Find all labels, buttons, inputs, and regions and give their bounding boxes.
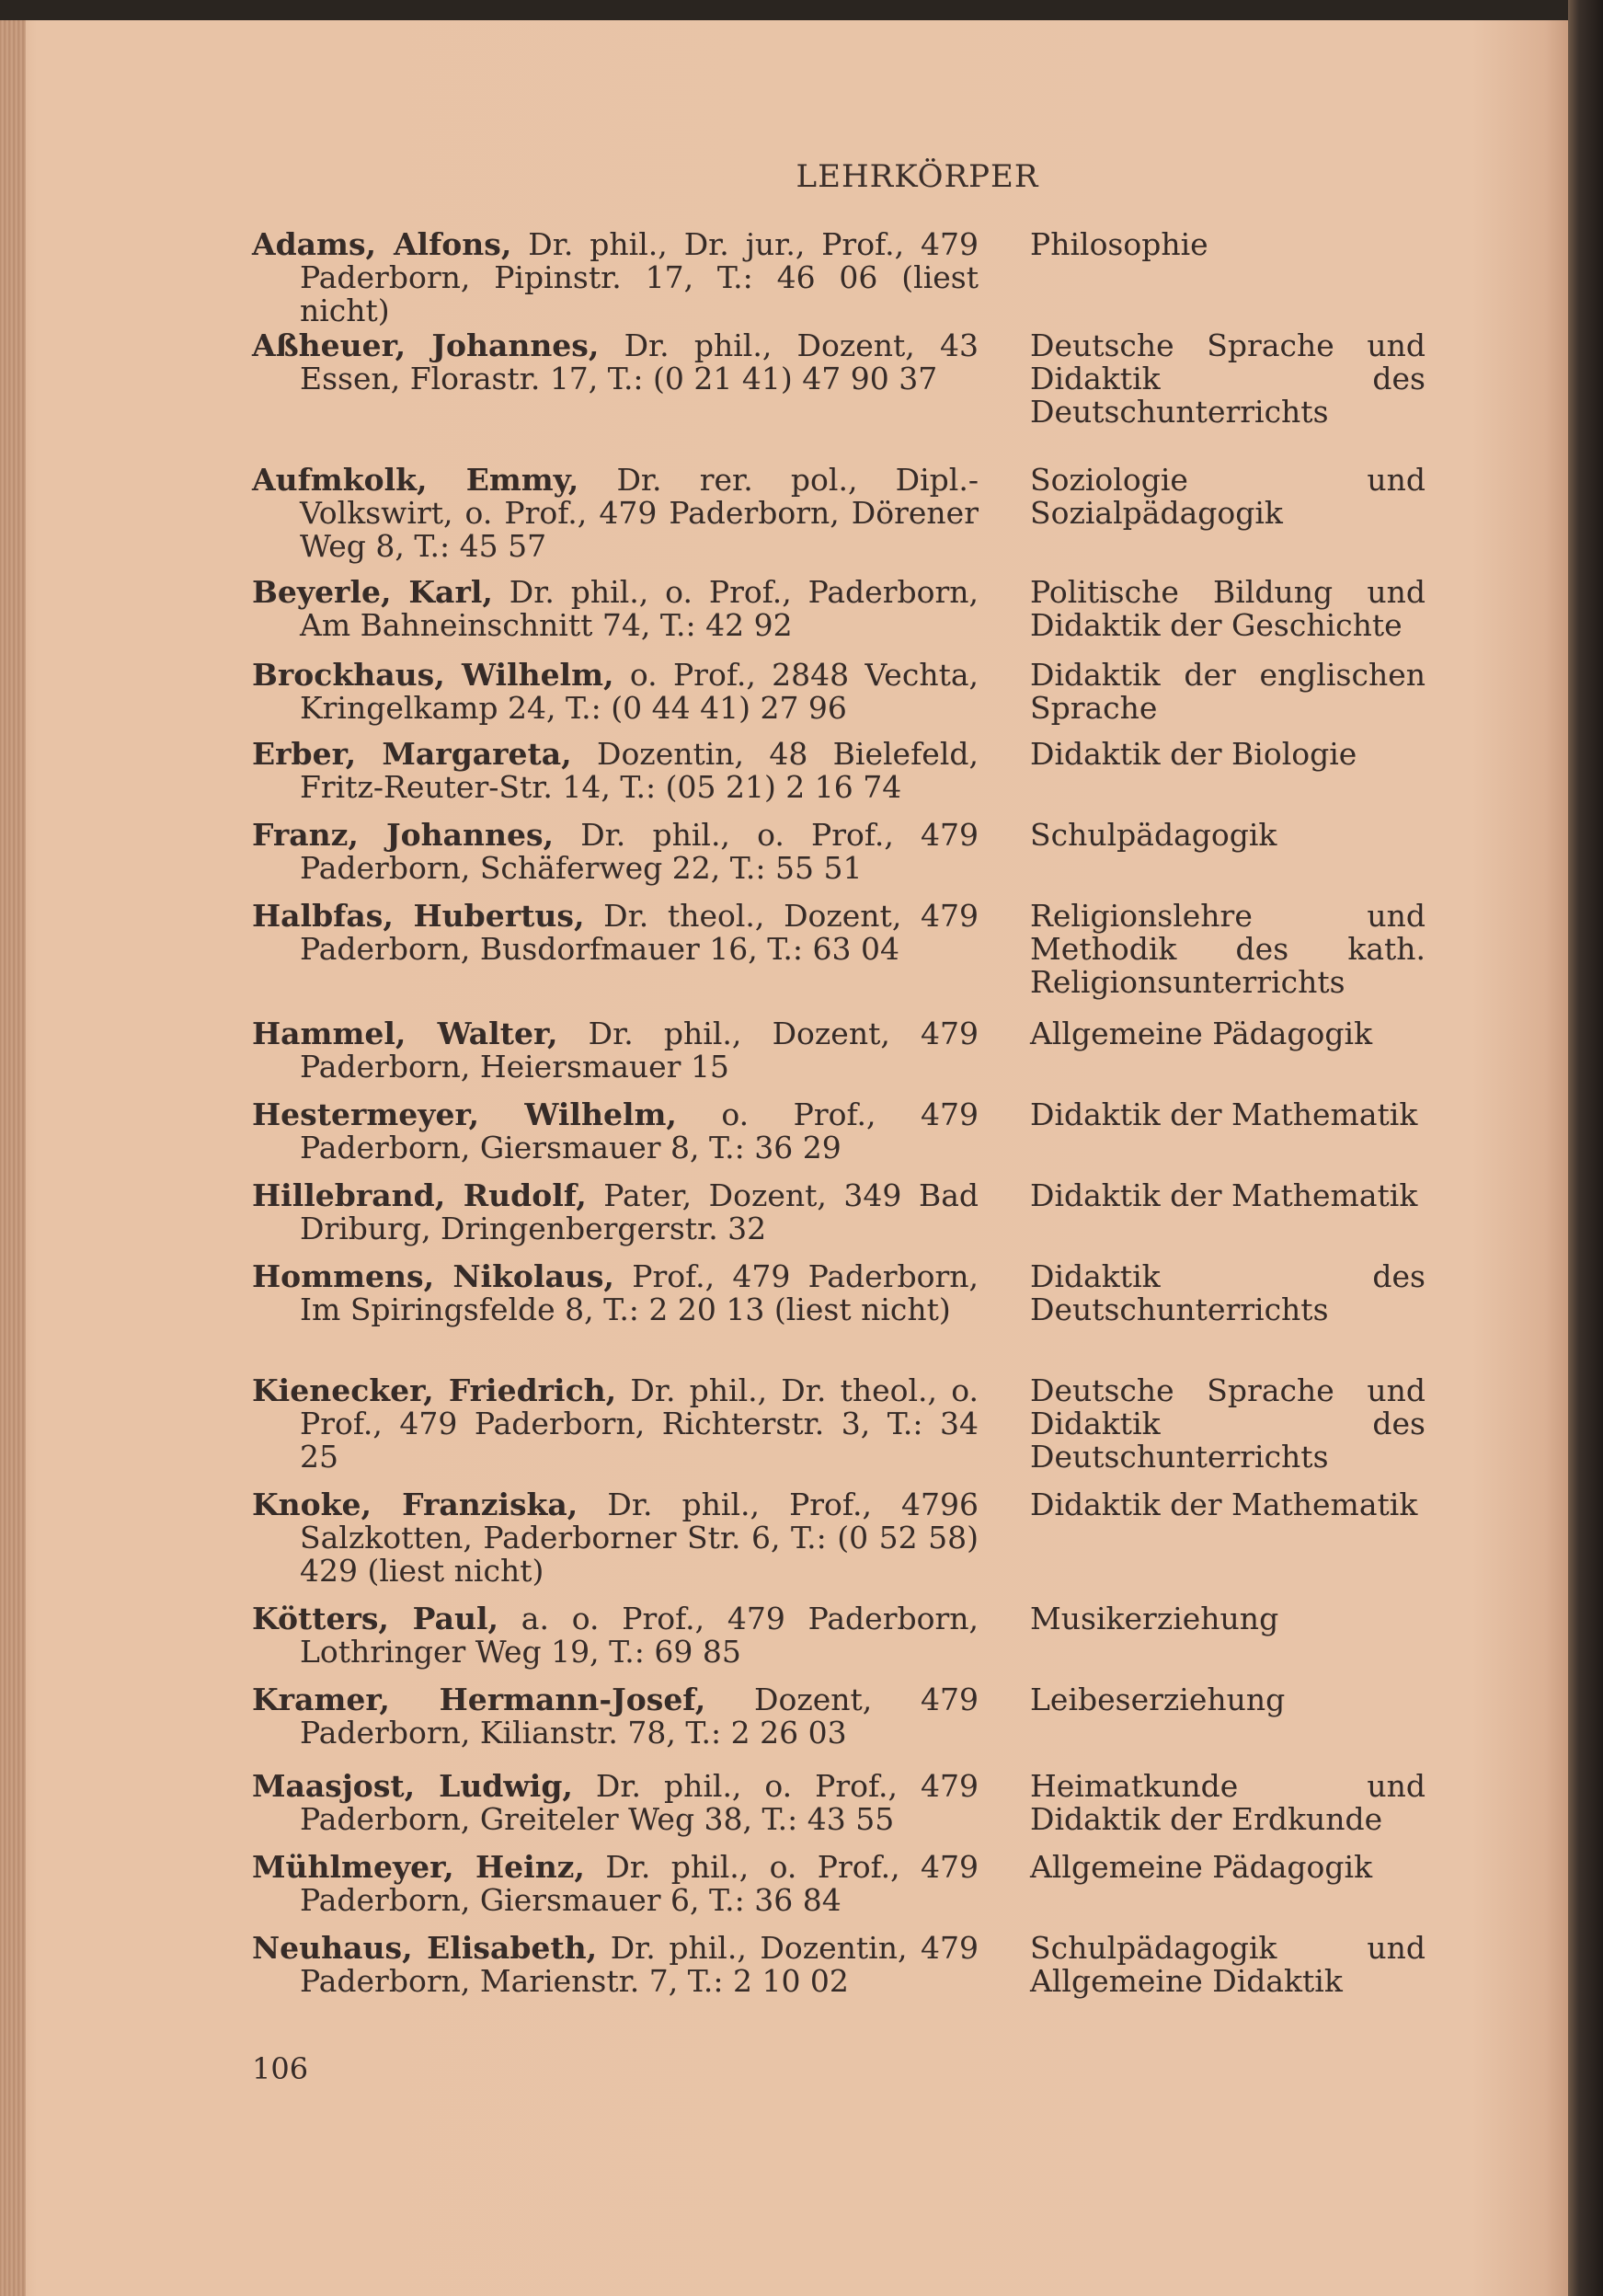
list-item <box>252 1372 1426 1475</box>
person-name: Aßheuer, Johannes, <box>252 327 600 363</box>
person-details: Dr. phil., o. Prof., 479 Paderborn, Greiteler Weg 38, T.: 43 55 <box>300 1768 979 1837</box>
entry-person <box>252 464 979 563</box>
person-name: Adams, Alfons, <box>252 226 512 262</box>
person-name: Hillebrand, Rudolf, <box>252 1177 587 1213</box>
person-name: Mühlmeyer, Heinz, <box>252 1849 585 1885</box>
list-item <box>252 1849 1373 1918</box>
entry-person <box>252 576 979 642</box>
person-name: Franz, Johannes, <box>252 817 555 853</box>
subject-area: Leibeserziehung <box>1030 1682 1286 1717</box>
list-item <box>252 327 1426 430</box>
person-details: Dozent, 479 Paderborn, Kilianstr. 78, T.: 2 26 03 <box>300 1682 979 1751</box>
list-item <box>252 1930 1426 1999</box>
person-name: Kramer, Hermann-Josef, <box>252 1682 706 1717</box>
entry-person <box>252 1179 979 1246</box>
entry-person <box>252 1851 979 1917</box>
entry-person <box>252 1770 979 1836</box>
entry-person <box>252 1932 979 1998</box>
list-item <box>252 1601 1279 1670</box>
person-name: Maasjost, Ludwig, <box>252 1768 573 1804</box>
list-item <box>252 1682 1286 1751</box>
person-name: Knoke, Franziska, <box>252 1487 578 1522</box>
person-details: Dr. phil., o. Prof., Paderborn, Am Bahneinschnitt 74, T.: 42 92 <box>300 574 979 643</box>
subject-area: Allgemeine Pädagogik <box>1030 1016 1373 1051</box>
subject-area: Religionslehre und Methodik des kath. Religionsunterrichts <box>1030 898 1426 1000</box>
list-item <box>252 736 1357 805</box>
person-name: Hestermeyer, Wilhelm, <box>252 1096 677 1132</box>
entry-person <box>252 819 979 885</box>
subject-area: Soziologie und Sozialpädagogik <box>1030 462 1426 531</box>
person-name: Hommens, Nikolaus, <box>252 1258 614 1294</box>
person-details: o. Prof., 2848 Vechta, Kringelkamp 24, T.: (0 44 41) 27 96 <box>300 657 979 726</box>
person-name: Hammel, Walter, <box>252 1016 558 1051</box>
list-item <box>252 817 1277 886</box>
subject-area: Deutsche Sprache und Didaktik des Deutschunterrichts <box>1030 1372 1426 1475</box>
person-details: Pater, Dozent, 349 Bad Driburg, Dringenbergerstr. 32 <box>300 1177 979 1246</box>
subject-area: Deutsche Sprache und Didaktik des Deutschunterrichts <box>1030 327 1426 430</box>
person-name: Kötters, Paul, <box>252 1601 498 1636</box>
entry-person <box>252 1374 979 1474</box>
book-spine <box>1568 0 1603 2296</box>
entry-person <box>252 900 979 966</box>
person-details: Dr. phil., Dr. theol., o. Prof., 479 Paderborn, Richterstr. 3, T.: 34 25 <box>300 1372 979 1475</box>
person-name: Erber, Margareta, <box>252 736 572 772</box>
person-details: Dr. theol., Dozent, 479 Paderborn, Busdorfmauer 16, T.: 63 04 <box>300 898 979 967</box>
subject-area: Philosophie <box>1030 226 1208 262</box>
person-details: a. o. Prof., 479 Paderborn, Lothringer Weg 19, T.: 69 85 <box>300 1601 979 1670</box>
list-item <box>252 1258 1426 1327</box>
list-item <box>252 462 1426 564</box>
subject-area: Didaktik der Mathematik <box>1030 1487 1418 1522</box>
page-title: LEHRKÖRPER <box>796 158 1039 195</box>
entry-person <box>252 1602 979 1669</box>
entry-person <box>252 659 979 725</box>
entry-person <box>252 329 979 396</box>
list-item <box>252 1177 1418 1246</box>
person-name: Beyerle, Karl, <box>252 574 493 610</box>
entry-person <box>252 1260 979 1326</box>
entry-person <box>252 1098 979 1165</box>
subject-area: Schulpädagogik und Allgemeine Didaktik <box>1030 1930 1426 1999</box>
person-name: Aufmkolk, Emmy, <box>252 462 579 498</box>
person-details: Prof., 479 Paderborn, Im Spiringsfelde 8, T.: 2 20 13 (liest nicht) <box>300 1258 979 1327</box>
subject-area: Didaktik der Biologie <box>1030 736 1357 772</box>
person-name: Kienecker, Friedrich, <box>252 1372 617 1408</box>
entry-person <box>252 1017 979 1084</box>
person-details: Dr. phil., o. Prof., 479 Paderborn, Giersmauer 6, T.: 36 84 <box>300 1849 979 1918</box>
subject-area: Didaktik des Deutschunterrichts <box>1030 1258 1426 1327</box>
person-name: Neuhaus, Elisabeth, <box>252 1930 598 1966</box>
person-name: Brockhaus, Wilhelm, <box>252 657 614 693</box>
subject-area: Didaktik der Mathematik <box>1030 1096 1418 1132</box>
list-item <box>252 1487 1418 1589</box>
list-item <box>252 1768 1426 1837</box>
entry-person <box>252 1488 979 1588</box>
subject-area: Allgemeine Pädagogik <box>1030 1849 1373 1885</box>
list-item <box>252 574 1426 643</box>
person-details: Dr. rer. pol., Dipl.-Volkswirt, o. Prof., 479 Paderborn, Dörener Weg 8, T.: 45 57 <box>300 462 979 564</box>
subject-area: Musikerziehung <box>1030 1601 1279 1636</box>
list-item <box>252 1096 1418 1165</box>
subject-area: Didaktik der Mathematik <box>1030 1177 1418 1213</box>
entry-person <box>252 228 979 327</box>
page-number: 106 <box>252 2051 309 2086</box>
subject-area: Schulpädagogik <box>1030 817 1277 853</box>
person-details: Dr. phil., Dozent, 43 Essen, Florastr. 17, T.: (0 21 41) 47 90 37 <box>300 327 979 396</box>
subject-area: Heimatkunde und Didaktik der Erdkunde <box>1030 1768 1426 1837</box>
page-edges <box>0 20 26 2296</box>
subject-area: Politische Bildung und Didaktik der Geschichte <box>1030 574 1426 643</box>
person-details: Dr. phil., Dozentin, 479 Paderborn, Marienstr. 7, T.: 2 10 02 <box>300 1930 979 1999</box>
list-item <box>252 1016 1373 1085</box>
list-item <box>252 898 1426 1000</box>
person-details: Dr. phil., Dozent, 479 Paderborn, Heiersmauer 15 <box>300 1016 979 1085</box>
person-details: Dr. phil., Prof., 4796 Salzkotten, Paderborner Str. 6, T.: (0 52 58) 429 (liest nicht) <box>300 1487 979 1589</box>
entry-person <box>252 738 979 804</box>
person-details: Dr. phil., Dr. jur., Prof., 479 Paderborn, Pipinstr. 17, T.: 46 06 (liest nicht) <box>300 226 979 328</box>
person-details: o. Prof., 479 Paderborn, Giersmauer 8, T.: 36 29 <box>300 1096 979 1165</box>
entry-person <box>252 1683 979 1750</box>
list-item <box>252 226 1208 328</box>
list-item <box>252 657 1426 726</box>
person-details: Dozentin, 48 Bielefeld, Fritz-Reuter-Str. 14, T.: (05 21) 2 16 74 <box>300 736 979 805</box>
person-details: Dr. phil., o. Prof., 479 Paderborn, Schäferweg 22, T.: 55 51 <box>300 817 979 886</box>
person-name: Halbfas, Hubertus, <box>252 898 585 934</box>
subject-area: Didaktik der englischen Sprache <box>1030 657 1426 726</box>
